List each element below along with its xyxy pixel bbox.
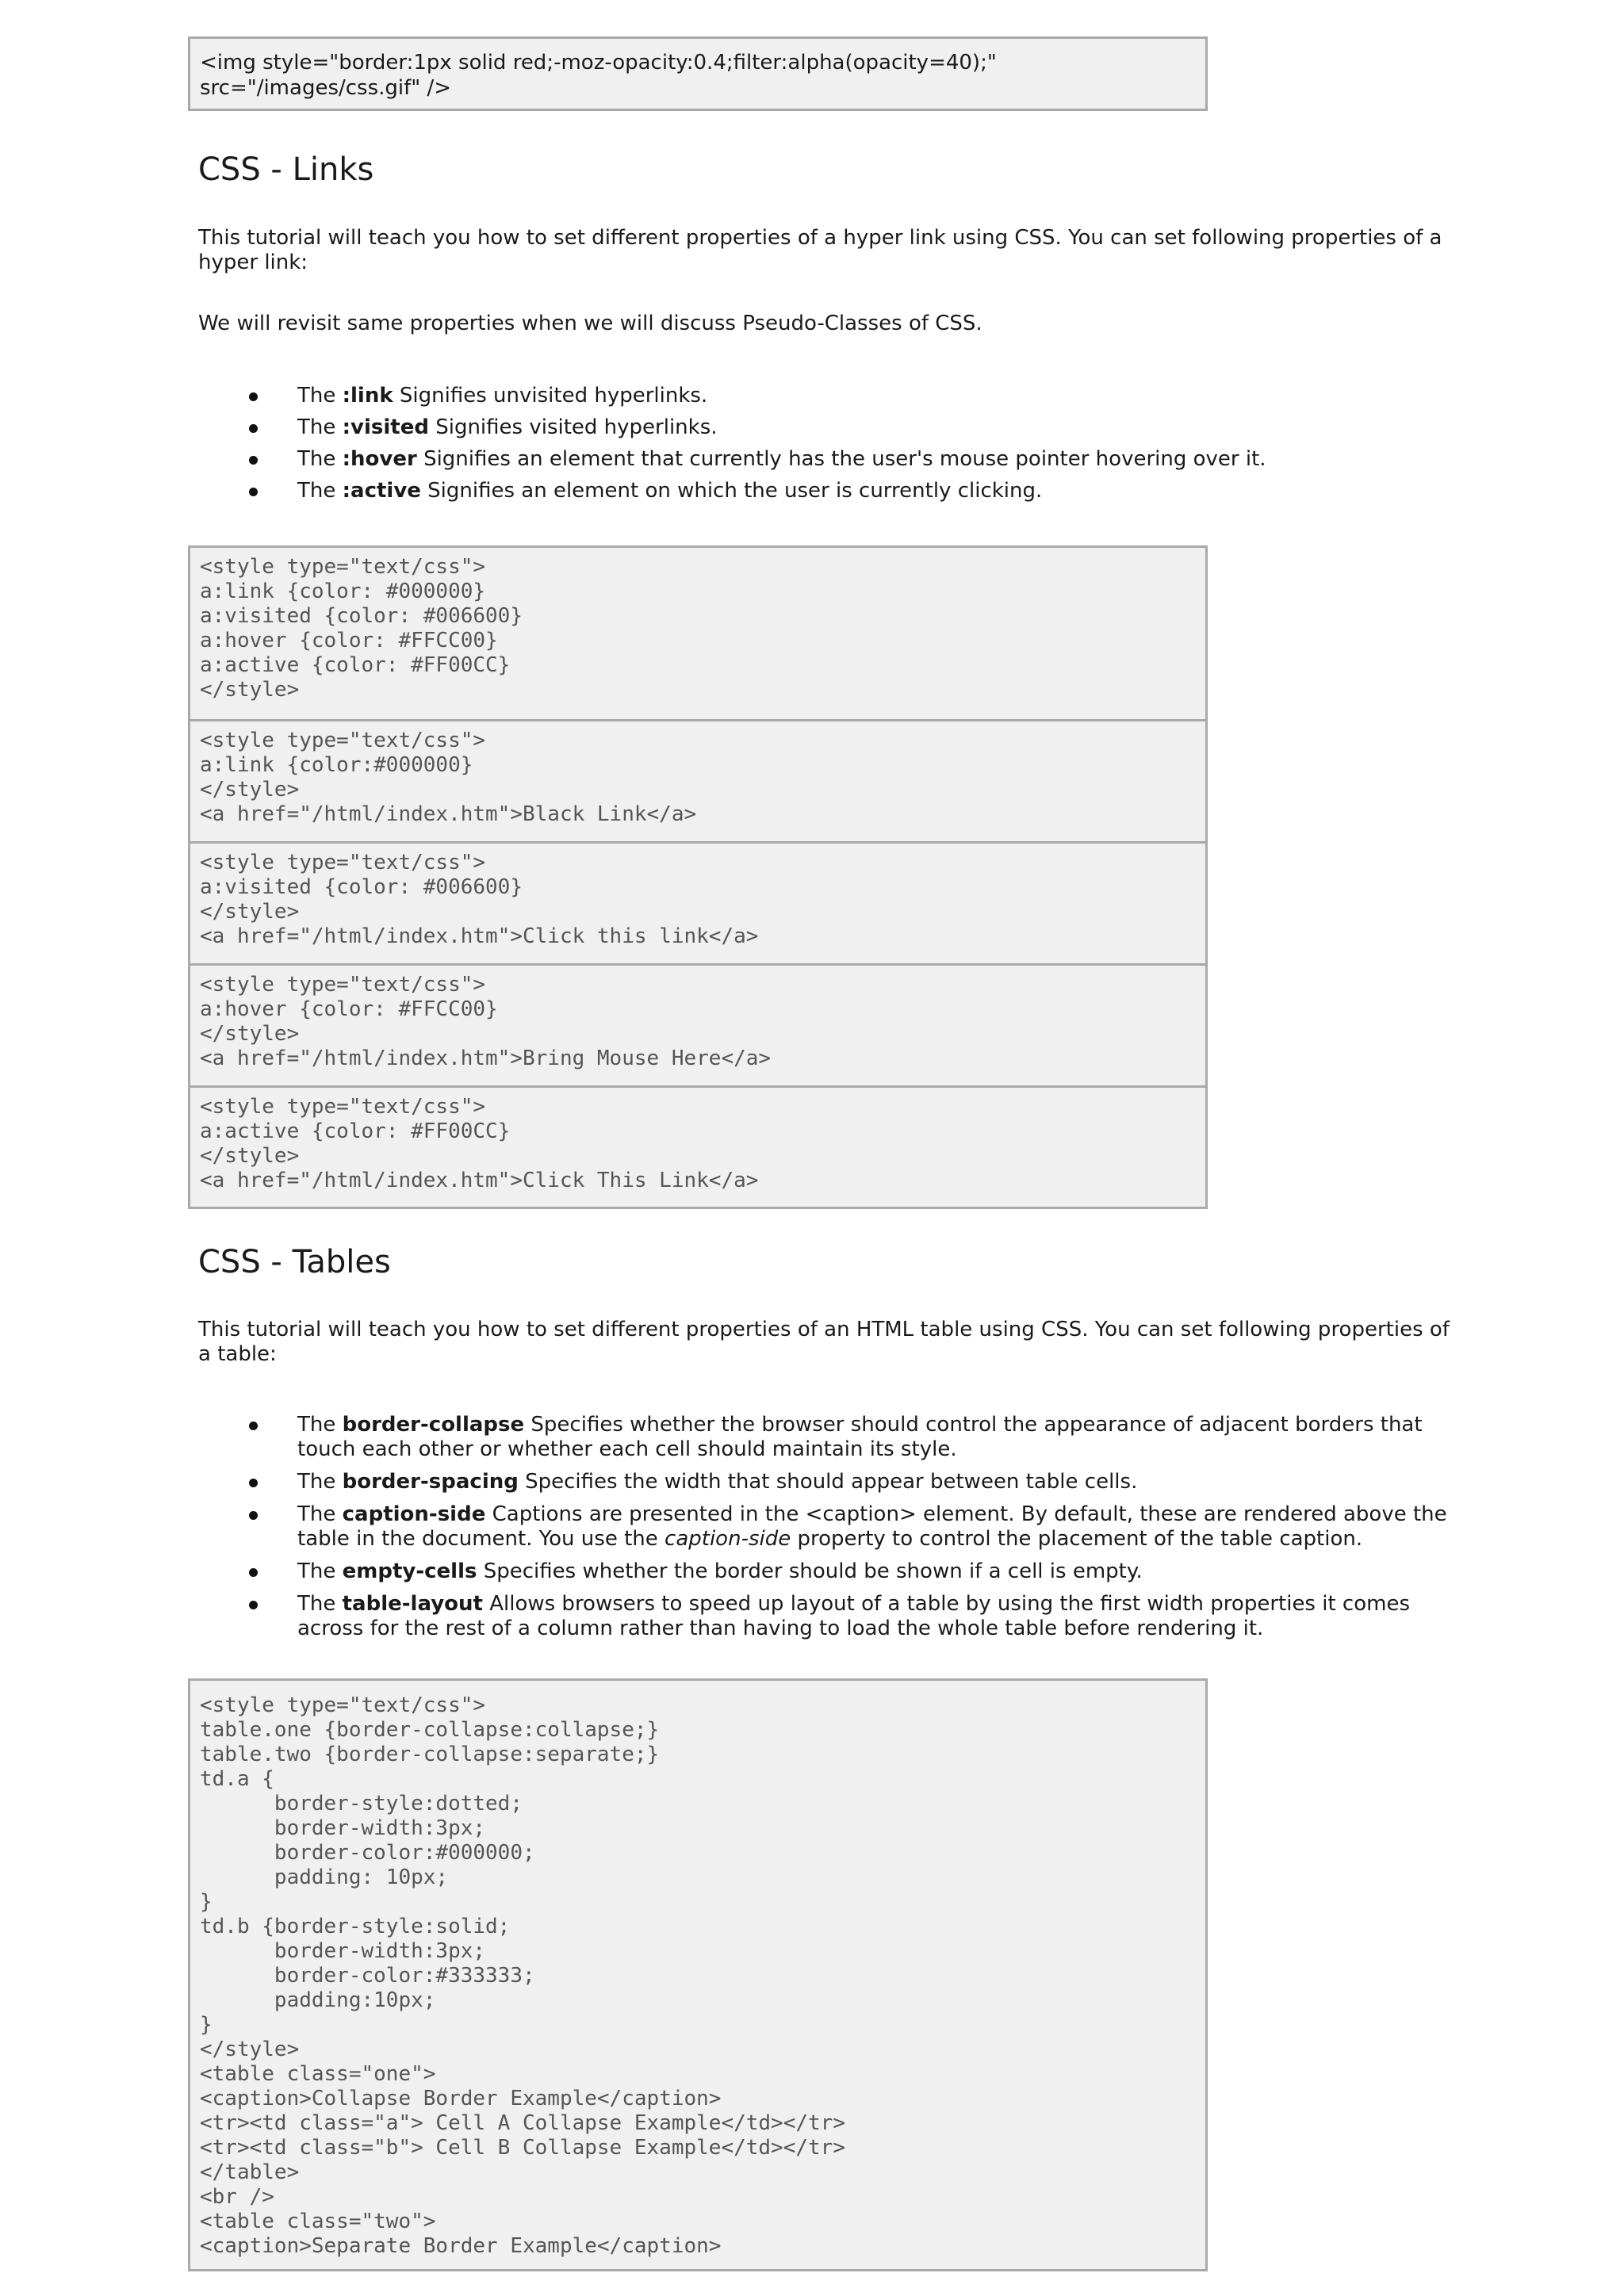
bullet-icon <box>249 1511 258 1520</box>
code-cell: <style type="text/css"> a:active {color: #FF00CC} </style> <a href="/html/index.htm">Click This Link</a> <box>190 1085 1205 1207</box>
list-item: The empty-cells Specifies whether the border should be shown if a cell is empty. <box>198 1559 1451 1584</box>
links-code-table <box>188 545 1208 1209</box>
bullet-icon <box>249 1422 258 1430</box>
code-cell: <style type="text/css"> a:visited {color: #006600} </style> <a href="/html/index.htm">Click this link</a> <box>190 841 1205 963</box>
bullet-icon <box>249 1601 258 1609</box>
code-cell: <style type="text/css"> a:hover {color: #FFCC00} </style> <a href="/html/index.htm">Bring Mouse Here</a> <box>190 963 1205 1085</box>
code-line: <img style="border:1px solid red;-moz-opacity:0.4;filter:alpha(opacity=40);" <box>200 51 997 75</box>
bullet-icon <box>249 1568 258 1577</box>
list-item: The caption-side Captions are presented in the <caption> element. By default, these are rendered above the table in the document. You use the caption-side property to control the placement of the table caption. <box>198 1502 1451 1552</box>
code-cell: <style type="text/css"> a:link {color: #000000} a:visited {color: #006600} a:hover {color: #FFCC00} a:active {color: #FF00CC} </style> <box>200 555 523 702</box>
code-cell: <style type="text/css"> table.one {border-collapse:collapse;} table.two {border-collapse:separate;} td.a { border-style:dotted; border-width:3px; border-color:#000000; padding: 10px; } td.b {border-style:solid; border-width:3px; border-color:#333333; padding:10px; } </style> <table class="one"> <caption>Collapse Border Example</caption> <tr><td class="a"> Cell A Collapse Example</td></tr> <tr><td class="b"> Cell B Collapse Example</td></tr> </table> <br /> <table class="two"> <caption>Separate Border Example</caption> <box>200 1693 845 2258</box>
list-item: The :hover Signifies an element that currently has the user's mouse pointer hovering over it. <box>198 447 1451 472</box>
list-item: The table-layout Allows browsers to speed up layout of a table by using the first width properties it comes across for the rest of a column rather than having to load the whole table before rendering it. <box>198 1592 1451 1641</box>
tables-heading: CSS - Tables <box>198 1244 391 1280</box>
bullet-icon <box>249 456 258 465</box>
tables-intro: This tutorial will teach you how to set different properties of an HTML table using CSS. You can set following properties of a table: <box>198 1318 1450 1366</box>
links-revisit-note: We will revisit same properties when we will discuss Pseudo-Classes of CSS. <box>198 312 982 335</box>
list-item: The border-spacing Specifies the width that should appear between table cells. <box>198 1470 1451 1494</box>
list-item: The :active Signifies an element on which the user is currently clicking. <box>198 479 1451 503</box>
list-item: The :visited Signifies visited hyperlinks. <box>198 415 1451 440</box>
links-bullet-list <box>198 384 1451 503</box>
list-item: The border-collapse Specifies whether the browser should control the appearance of adjacent borders that touch each other or whether each cell should maintain its style. <box>198 1413 1451 1462</box>
links-heading: CSS - Links <box>198 151 374 188</box>
bullet-icon <box>249 424 258 433</box>
code-cell: <style type="text/css"> a:link {color:#000000} </style> <a href="/html/index.htm">Black Link</a> <box>190 719 1205 841</box>
tables-bullet-list <box>198 1413 1451 1641</box>
links-intro: This tutorial will teach you how to set different properties of a hyper link using CSS. You can set following properties of a hyper link: <box>198 226 1442 274</box>
code-line: src="/images/css.gif" /> <box>200 76 452 100</box>
bullet-icon <box>249 392 258 401</box>
list-item: The :link Signifies unvisited hyperlinks. <box>198 384 1451 408</box>
bullet-icon <box>249 488 258 496</box>
tables-code-box <box>188 1678 1208 2271</box>
bullet-icon <box>249 1479 258 1487</box>
img-code-box <box>188 36 1208 111</box>
